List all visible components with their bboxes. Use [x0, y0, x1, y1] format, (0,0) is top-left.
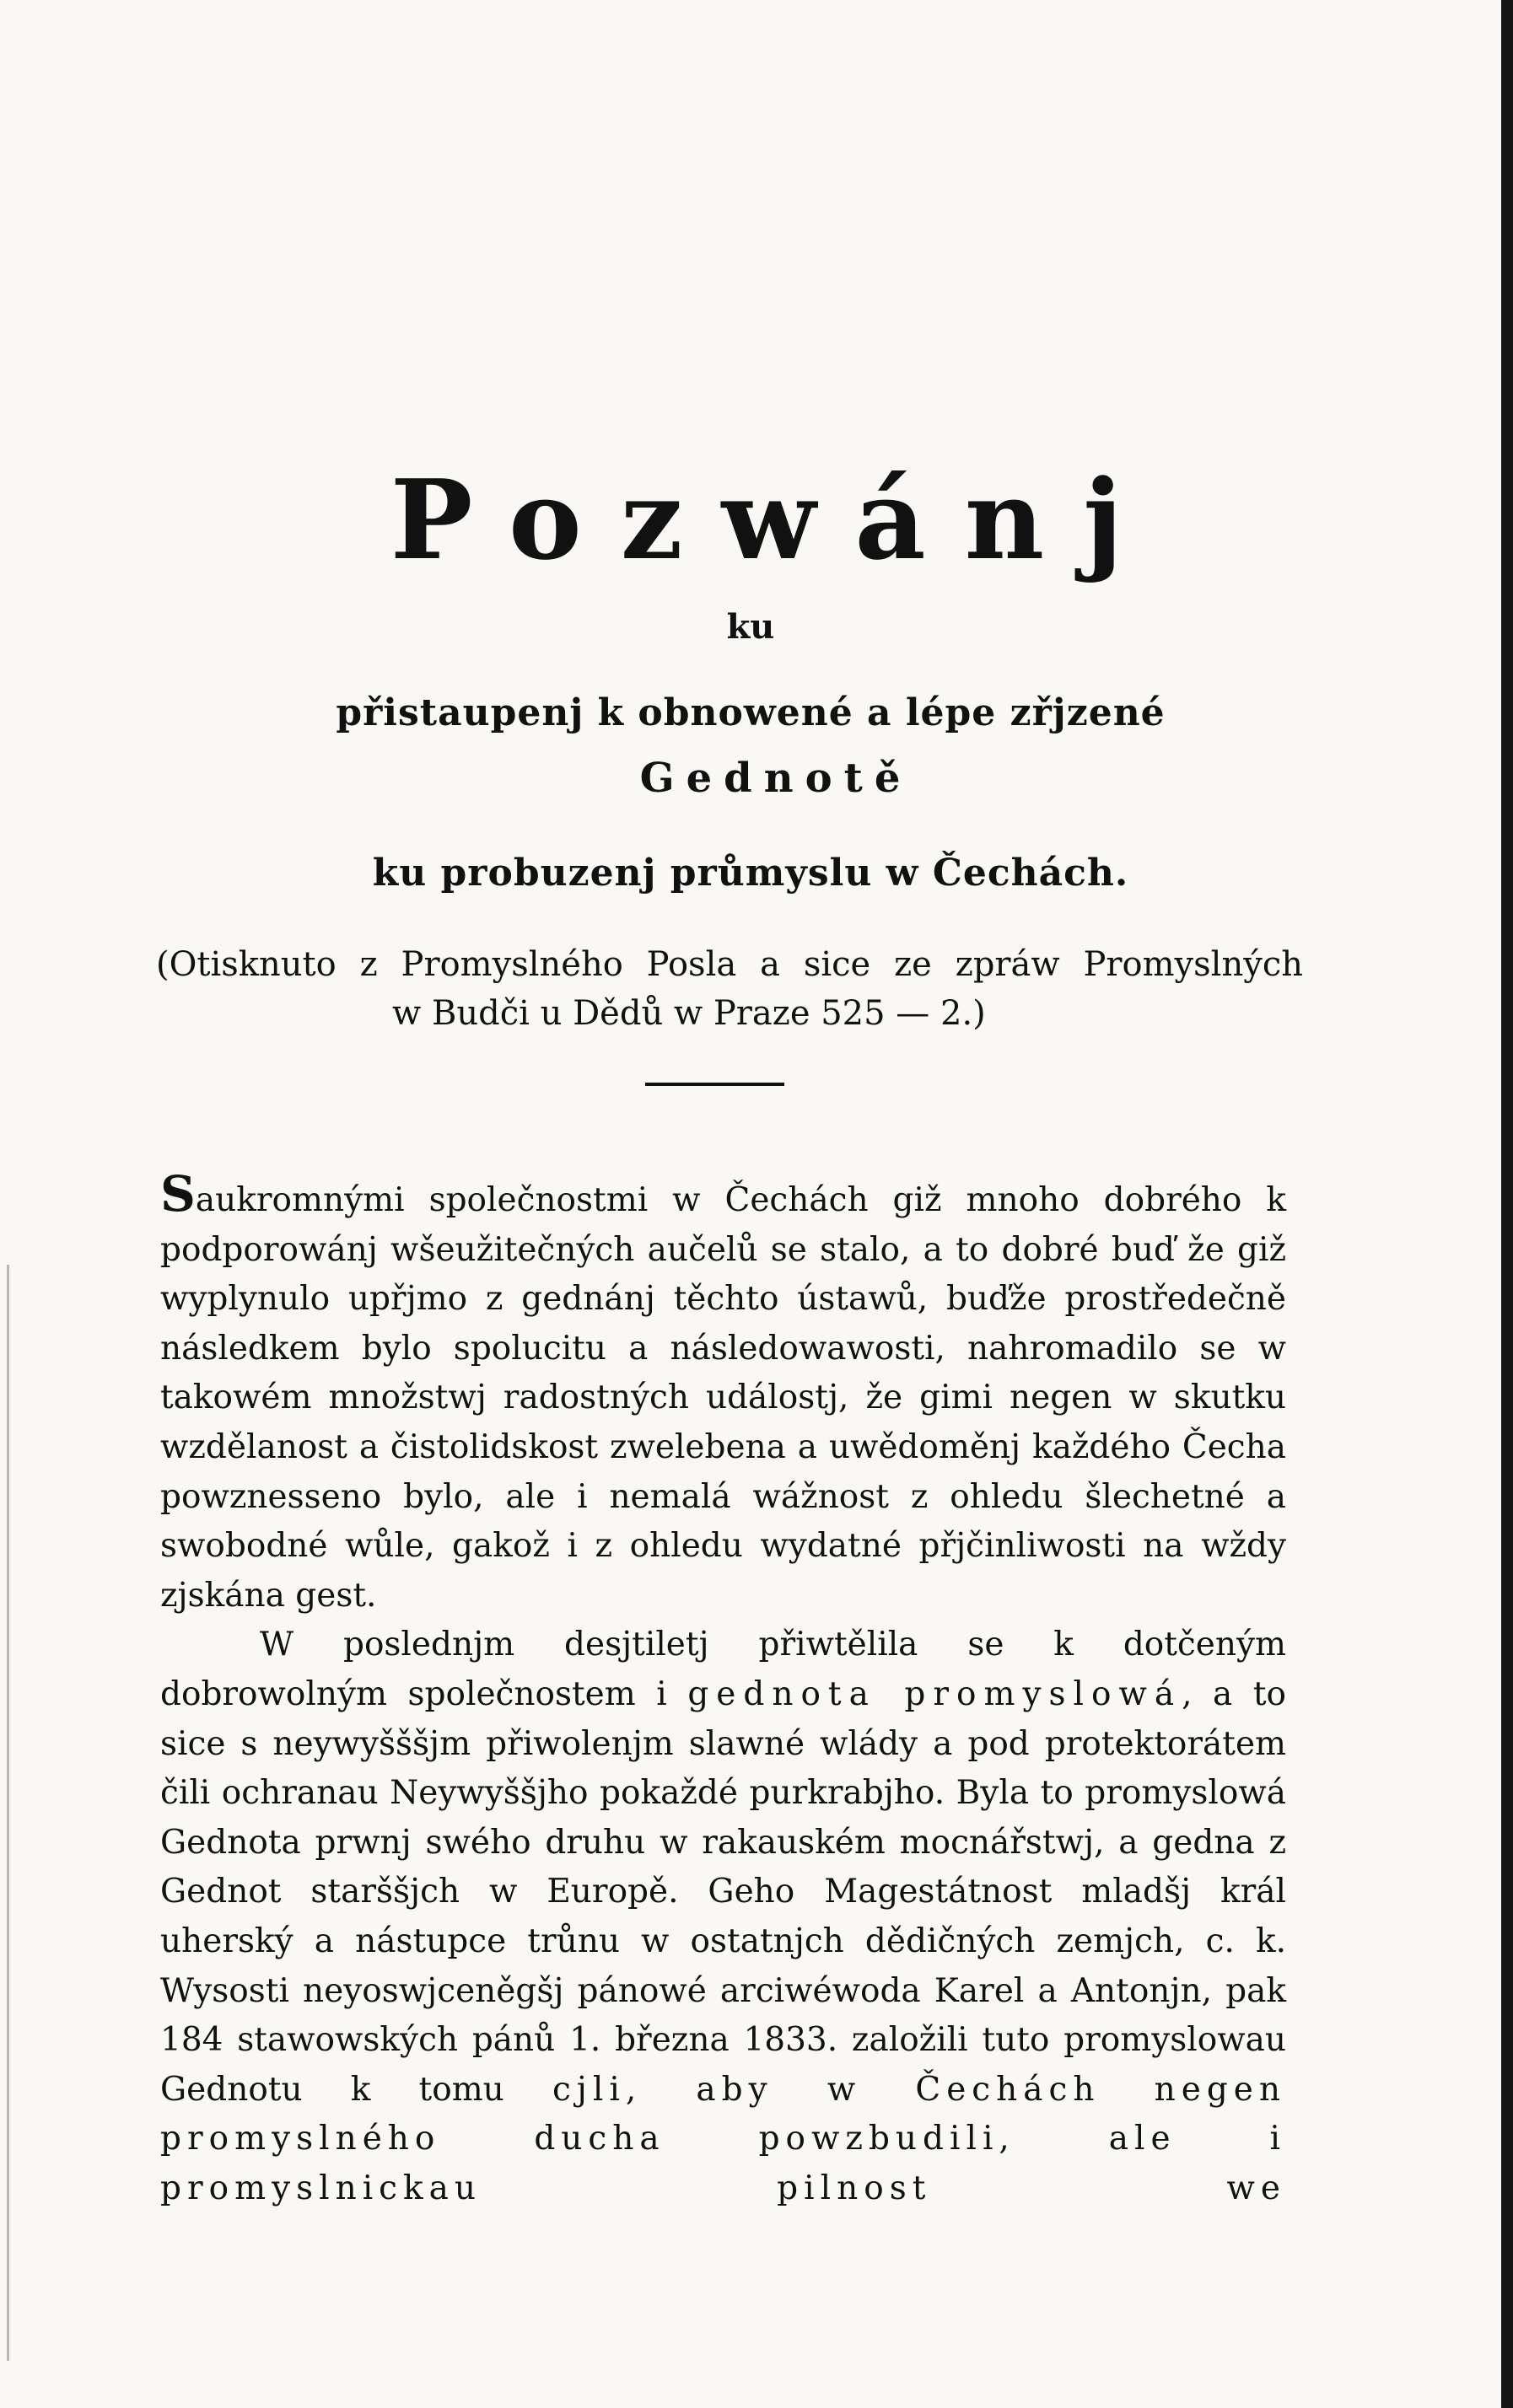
paragraph-2-text-b: , a to sice s neywyšššjm přiwolenjm slawné wlády a pod protektorátem čili ochranau Neywyššjho pokaždé purkrabjho. Byla to promyslowá Gednota prwnj swého druhu w rakauském mocnářstwj, a gedna z Gednot starššjch w Europě. Geho Magestátnost mladšj král uherský a nástupce trůnu w ostatnjch dědičných zemjch, c. k. Wysosti neyoswjceněgšj pánowé arciwéwoda Karel a Antonjn, pak 184 stawowských pánů 1. března 1833. založili tuto promyslowau Gednotu k tomu: [160, 1674, 1286, 2109]
body-text: [160, 1165, 1286, 2213]
paragraph-2-text-a: W poslednjm desjtiletj přiwtělila se k dotčeným dobrowolným společnostem i: [160, 1626, 1286, 1713]
document-title: Pozwánj: [390, 455, 1162, 584]
paragraph-2-spaced-tail: cjli, aby w Čechách negen promyslného ducha powzbudili, ale i promyslnickau pilnost we: [160, 2070, 1286, 2207]
divider-rule: [645, 1083, 784, 1086]
drop-cap: S: [160, 1165, 196, 1223]
paragraph-2: [160, 1621, 1286, 2213]
subtitle-line-1: přistaupenj k obnowené a lépe zřjzené: [336, 691, 1166, 734]
subtitle-gednote: Gednotě: [639, 755, 913, 802]
paragraph-1-text: aukromnými společnostmi w Čechách giž mnoho dobrého k podporowánj wšeužitečných aučelů se stalo, a to dobré buď že giž wyplynulo upřjmo z gednánj těchto ústawů, buďže prostředečně následkem bylo spolucitu a následowawosti, nahromadilo se w takowém množstwj radostných událostj, že gimi negen w skutku wzdělanost a čistolidskost zwelebena a uwědoměnj každého Čecha powznesseno bylo, ale i nemalá wážnost z ohledu šlechetné a swobodné wůle, gakož i z ohledu wydatné přjčinliwosti na wždy zjskána gest.: [160, 1181, 1286, 1615]
source-note: [156, 940, 1303, 1038]
paragraph-1: [160, 1165, 1286, 1621]
scan-border: [1501, 0, 1513, 2408]
paragraph-2-spaced-term: gednota promyslowá: [687, 1674, 1182, 1713]
page-edge-shadow: [7, 1265, 9, 2361]
source-note-line-1: (Otisknuto z Promyslného Posla a sice ze zpráw Promyslných: [156, 945, 1303, 984]
title-connector: ku: [726, 607, 775, 647]
source-note-line-2: w Budči u Dědů w Praze 525 — 2.): [392, 994, 986, 1033]
subtitle-line-2: ku probuzenj průmyslu w Čechách.: [372, 852, 1129, 895]
